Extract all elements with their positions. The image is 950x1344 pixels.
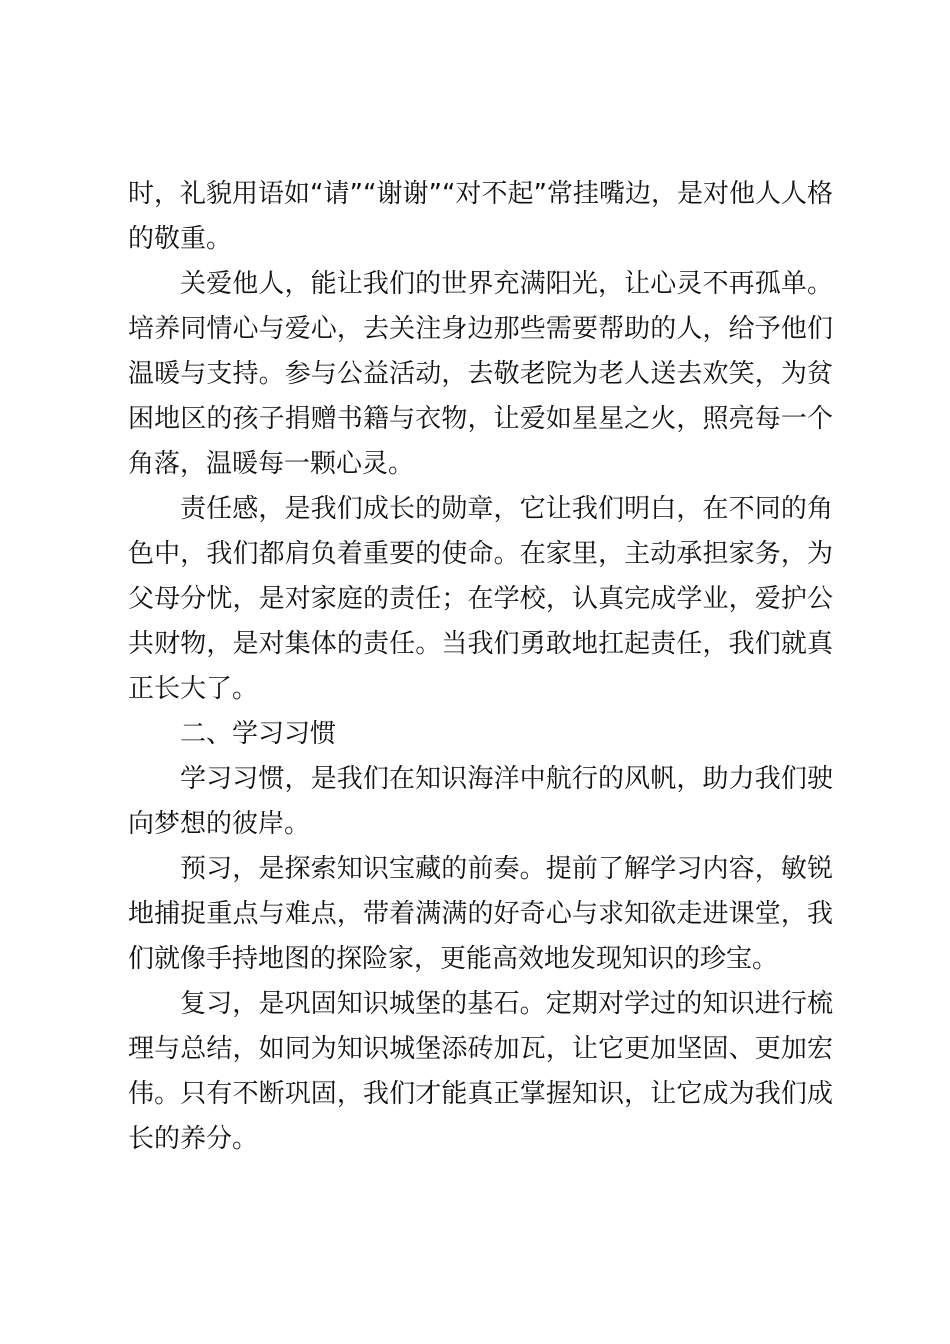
paragraph-preview: 预习，是探索知识宝藏的前奏。提前了解学习内容，敏锐地捕捉重点与难点，带着满满的好奇心与求知欲走进课堂，我们就像手持地图的探险家，更能高效地发现知识的珍宝。 — [128, 854, 833, 974]
section-heading-study-habits: 二、学习习惯 — [180, 719, 337, 749]
paragraph-study-habits-intro: 学习习惯，是我们在知识海洋中航行的风帆，助力我们驶向梦想的彼岸。 — [128, 764, 833, 839]
paragraph-continuation: 时，礼貌用语如“请”“谢谢”“对不起”常挂嘴边，是对他人人格的敬重。 — [128, 179, 833, 254]
paragraph-responsibility: 责任感，是我们成长的勋章，它让我们明白，在不同的角色中，我们都肩负着重要的使命。在家里，主动承担家务，为父母分忧，是对家庭的责任；在学校，认真完成学业，爱护公共财物，是对集体的责任。当我们勇敢地扛起责任，我们就真正长大了。 — [128, 494, 833, 704]
paragraph-review: 复习，是巩固知识城堡的基石。定期对学过的知识进行梳理与总结，如同为知识城堡添砖加瓦，让它更加坚固、更加宏伟。只有不断巩固，我们才能真正掌握知识，让它成为我们成长的养分。 — [128, 989, 833, 1154]
paragraph-caring-for-others: 关爱他人，能让我们的世界充满阳光，让心灵不再孤单。培养同情心与爱心，去关注身边那些需要帮助的人，给予他们温暖与支持。参与公益活动，去敬老院为老人送去欢笑，为贫困地区的孩子捐赠书籍与衣物，让爱如星星之火，照亮每一个角落，温暖每一颗心灵。 — [128, 269, 833, 479]
document-body — [128, 172, 833, 1162]
